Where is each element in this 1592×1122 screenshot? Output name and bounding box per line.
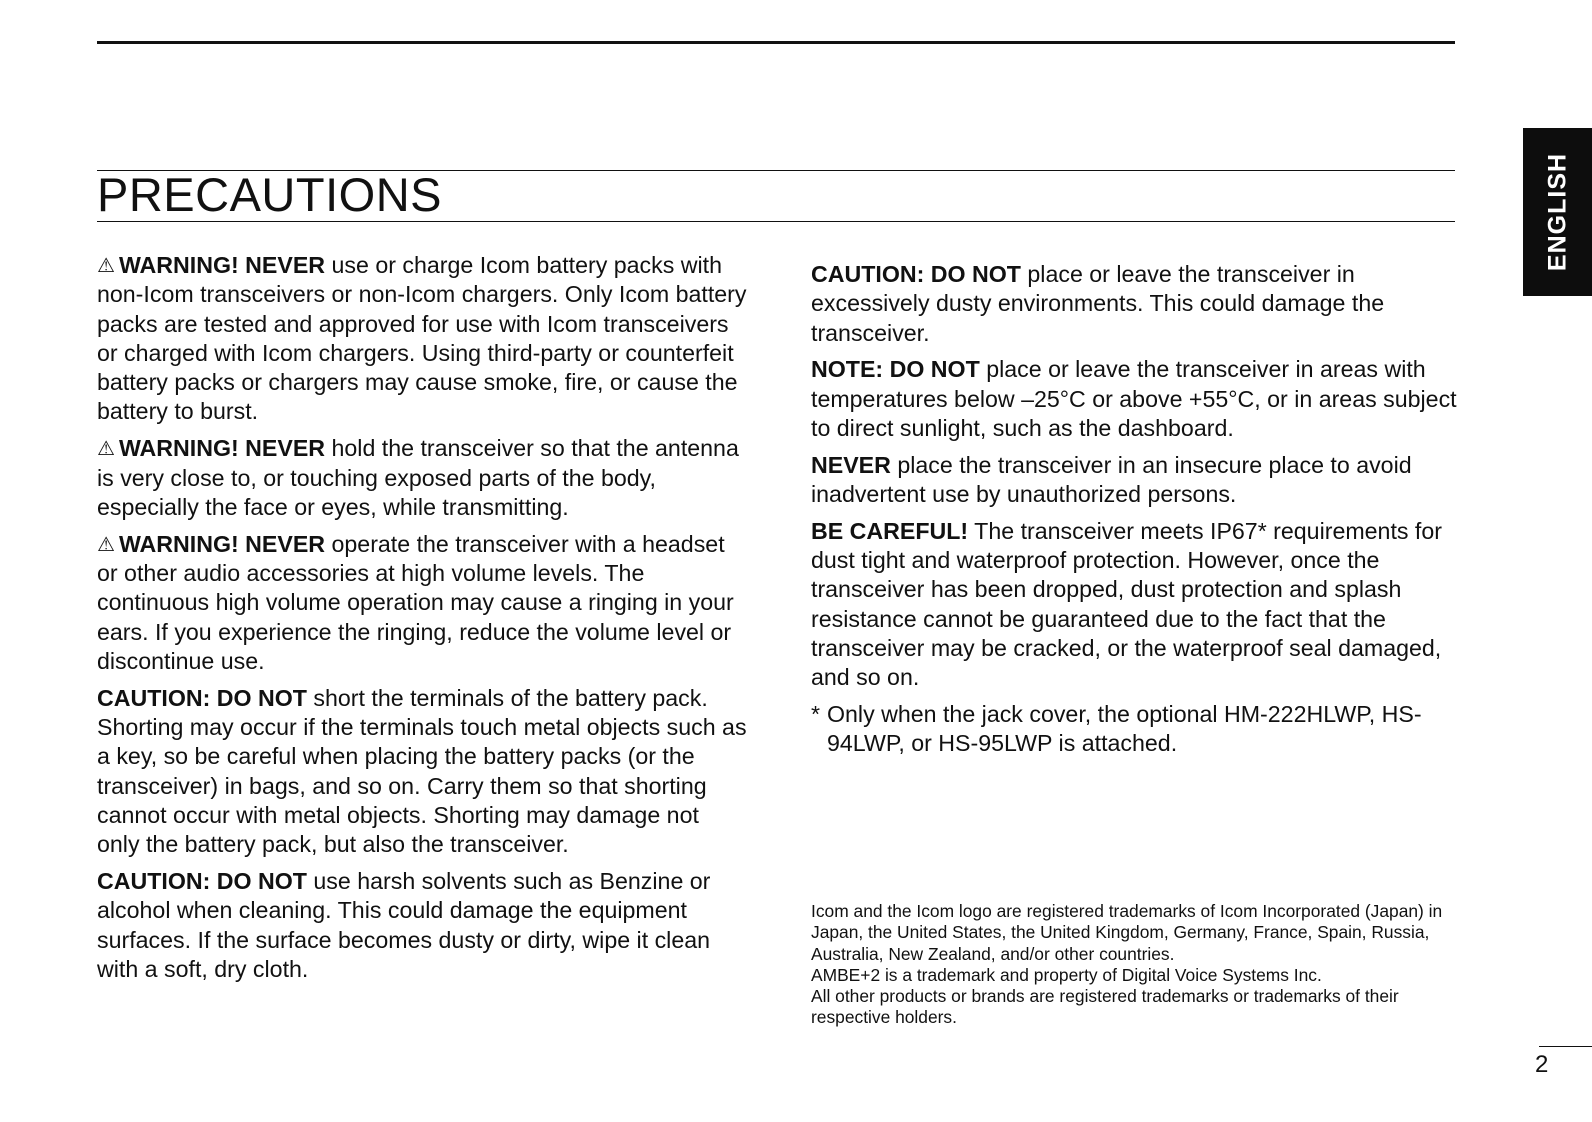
warning-label: WARNING! NEVER: [118, 435, 326, 462]
caution-label: CAUTION: DO NOT: [811, 261, 1021, 287]
warning-paragraph: [97, 251, 747, 427]
caution-paragraph: [811, 260, 1461, 348]
warning-label: WARNING! NEVER: [118, 530, 326, 557]
warning-triangle-icon: ⚠: [97, 436, 115, 461]
be-careful-paragraph: [811, 517, 1461, 693]
paragraph-text: hold the transceiver so that the antenna is very close to, or touching exposed parts of the body, especially the face or eyes, while transmitting.: [97, 435, 739, 520]
page-number: 2: [1535, 1051, 1549, 1078]
paragraph-text: use or charge Icom battery packs with non-Icom transceivers or non-Icom chargers. Only Icom battery packs are tested and approved for use with Icom transceivers or charged with Icom chargers. Using third-party or counterfeit battery packs or chargers may cause smoke, fire, or cause the battery to burst.: [97, 252, 747, 425]
left-column: [97, 251, 747, 992]
caution-label: CAUTION: DO NOT: [97, 684, 307, 711]
paragraph-text: place or leave the transceiver in excessively dusty environments. This could damage the transceiver.: [811, 261, 1385, 346]
warning-label: WARNING! NEVER: [118, 252, 326, 278]
footnote-text: Only when the jack cover, the optional HM-222HLWP, HS-94LWP, or HS-95LWP is attached.: [827, 701, 1422, 757]
trademark-line: All other products or brands are registered trademarks or trademarks of their respective holders.: [811, 986, 1399, 1028]
warning-triangle-icon: ⚠: [97, 253, 115, 277]
note-label: NOTE: DO NOT: [811, 356, 980, 383]
title-rule-bottom: [97, 221, 1455, 222]
warning-paragraph: [97, 434, 747, 522]
never-label: NEVER: [811, 451, 891, 478]
paragraph-text: operate the transceiver with a headset or other audio accessories at high volume levels. The continuous high volume operation may cause a ringing in your ears. If you experience the ringing, reduce the volume level or discontinue use.: [97, 530, 734, 674]
paragraph-text: short the terminals of the battery pack. Shorting may occur if the terminals touch metal objects such as a key, so be careful when placing the battery packs (or the transceiver) in bags, and so on. Carry them so that shorting cannot occur with metal objects. Shorting may damage not only the battery pack, but also the transceiver.: [97, 684, 747, 858]
paragraph-text: place or leave the transceiver in areas with temperatures below –25°C or above +55°C, or in areas subject to direct sunlight, such as the dashboard.: [811, 356, 1457, 441]
paragraph-text: use harsh solvents such as Benzine or alcohol when cleaning. This could damage the equipment surfaces. If the surface becomes dusty or dirty, wipe it clean with a soft, dry cloth.: [97, 867, 711, 982]
page-title: PRECAUTIONS: [97, 168, 442, 221]
trademark-line: AMBE+2 is a trademark and property of Digital Voice Systems Inc.: [811, 964, 1322, 985]
note-paragraph: [811, 355, 1461, 443]
warning-paragraph: [97, 530, 747, 676]
trademark-line: Icom and the Icom logo are registered trademarks of Icom Incorporated (Japan) in Japan, the United States, the United Kingdom, Germany, France, Spain, Russia, Australia, New Zealand, and/or other countries.: [811, 901, 1443, 964]
header-rule: [97, 41, 1455, 44]
page-number-rule: [1539, 1046, 1592, 1047]
never-paragraph: [811, 451, 1461, 510]
warning-triangle-icon: ⚠: [97, 531, 115, 556]
trademark-notice: [811, 901, 1471, 1029]
paragraph-text: The transceiver meets IP67* requirements for dust tight and waterproof protection. However, once the transceiver has been dropped, dust protection and splash resistance cannot be guaranteed due to the fact that the transceiver may be cracked, or the waterproof seal damaged, and so on.: [811, 517, 1442, 691]
be-careful-label: BE CAREFUL!: [811, 517, 969, 544]
caution-paragraph: [97, 684, 747, 860]
language-tab-label: ENGLISH: [1543, 152, 1571, 272]
caution-paragraph: [97, 867, 747, 984]
paragraph-text: place the transceiver in an insecure place to avoid inadvertent use by unauthorized persons.: [811, 451, 1412, 508]
footnote: [811, 700, 1461, 759]
caution-label: CAUTION: DO NOT: [97, 867, 307, 894]
language-tab: [1523, 128, 1592, 296]
right-column: [811, 260, 1461, 759]
footnote-mark: *: [811, 701, 821, 728]
